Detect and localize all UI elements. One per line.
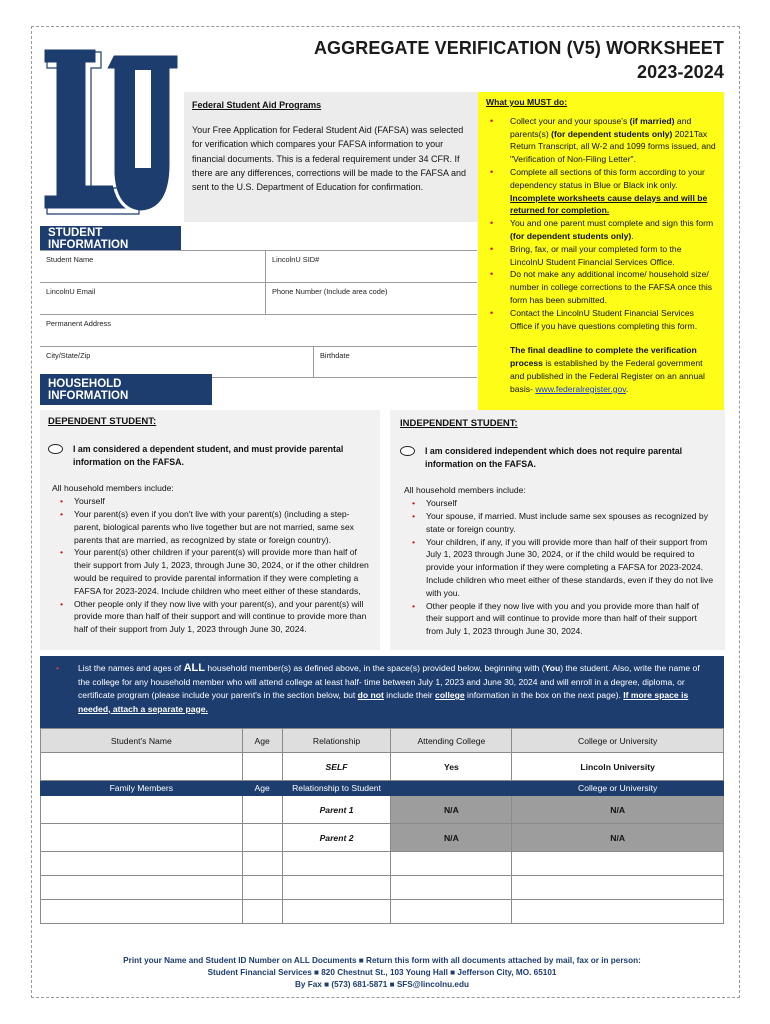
table-header-row-family <box>41 781 724 796</box>
deadline-note: The final deadline to complete the verification process is established by the Federal government and published in the Federal Register on an annual basis- www.federalregister.gov. <box>510 345 705 394</box>
dependent-list-heading: All household members include: <box>52 483 174 494</box>
student-info-header: STUDENT INFORMATION <box>40 226 181 251</box>
name-cell[interactable] <box>41 876 243 900</box>
fsa-body: Your Free Application for Federal Student Aid (FAFSA) was selected for verification which compares your FAFSA information to your financial documents. This is a federal requirement under 34 CFR. If there are any differences, corrections will be made to the FAFSA and sent to the U.S. Department of Education for confirmation. <box>192 125 466 193</box>
col-header: College or University <box>512 729 724 753</box>
list-item: • Other people only if they now live with your parent(s), and your parent(s) will provide more than half of their support and will continue to provide more than half of their support from July 1, 2023 through June 30, 2024. <box>52 598 372 636</box>
attending-cell[interactable] <box>391 876 512 900</box>
attending-cell[interactable] <box>391 852 512 876</box>
requirement-item: • Contact the LincolnU Student Financial Services Office if you have questions completing this form. <box>486 307 716 333</box>
college-cell: N/A <box>512 824 724 852</box>
independent-option[interactable] <box>400 445 715 471</box>
relationship-cell: SELF <box>282 753 391 781</box>
independent-members-list <box>404 497 715 638</box>
fsa-heading: Federal Student Aid Programs <box>192 100 322 110</box>
table-row <box>41 796 724 824</box>
title-year: 2023-2024 <box>637 62 724 82</box>
relationship-cell: Parent 2 <box>282 824 391 852</box>
relationship-cell[interactable] <box>282 900 391 924</box>
footer-line-1: Print your Name and Student ID Number on ALL Documents ■ Return this form with all documents attached by mail, fax or in person: <box>123 956 641 965</box>
household-members-table <box>40 728 724 924</box>
requirement-item: • Collect your and your spouse's (if married) and parents(s) (for dependent students only) 2021Tax Return Transcript, all W-2 and 1099 forms issued, and "Verification of Non-Filing Letter". <box>486 115 716 166</box>
requirements-list <box>486 115 716 333</box>
list-item: • Your parent(s) even if you don't live with your parent(s) (including a step-parent, biological parents who live together but are not married, same sex parents that are married, as recognized by state or foreign country). <box>52 508 372 546</box>
list-item: • Yourself <box>52 495 372 508</box>
table-row <box>41 876 724 900</box>
list-item: • Your parent(s) other children if your parent(s) will provide more than half of their support from July 1, 2023, through June 30, 2024, or if the other children would be required to provide parental information if they were completing a FAFSA for 2023-2024. Include children who meet either of these standards, <box>52 546 372 597</box>
dependent-heading: DEPENDENT STUDENT: <box>48 416 157 427</box>
dependent-student-section <box>40 410 380 650</box>
requirement-item: • Complete all sections of this form according to your dependency status in Blue or Black ink only. Incomplete worksheets cause delays and will be returned for completion. <box>486 166 716 217</box>
table-row <box>41 900 724 924</box>
age-cell[interactable] <box>242 852 282 876</box>
col-header: Age <box>242 781 282 796</box>
info-row <box>40 282 477 314</box>
email-field[interactable]: LincolnU Email <box>46 287 96 296</box>
col-header: Family Members <box>41 781 243 796</box>
student-name-field[interactable]: Student Name <box>46 255 94 264</box>
table-header-row <box>41 729 724 753</box>
federal-register-link[interactable]: www.federalregister.gov <box>535 383 626 394</box>
independent-student-section <box>390 410 725 650</box>
relationship-cell[interactable] <box>282 852 391 876</box>
name-cell[interactable] <box>41 852 243 876</box>
address-field[interactable]: Permanent Address <box>46 319 111 328</box>
age-cell[interactable] <box>242 876 282 900</box>
footer-line-3: By Fax ■ (573) 681-5871 ■ SFS@lincolnu.edu <box>295 980 469 989</box>
info-row <box>40 250 477 282</box>
independent-heading: INDEPENDENT STUDENT: <box>400 418 518 429</box>
attending-cell: Yes <box>391 753 512 781</box>
attending-cell: N/A <box>391 824 512 852</box>
list-item: • Yourself <box>404 497 715 510</box>
college-cell[interactable] <box>512 852 724 876</box>
dependent-members-list <box>52 495 372 636</box>
worksheet-title <box>314 36 724 84</box>
age-cell[interactable] <box>242 900 282 924</box>
requirements-heading: What you MUST do: <box>486 97 568 107</box>
dependent-option-label: I am considered a dependent student, and must provide parental information on the FAFSA. <box>73 443 344 467</box>
attending-cell[interactable] <box>391 900 512 924</box>
college-cell[interactable] <box>512 900 724 924</box>
student-age-cell[interactable] <box>242 753 282 781</box>
birthdate-field[interactable]: Birthdate <box>313 347 477 377</box>
col-header: Relationship to Student <box>282 781 391 796</box>
age-cell[interactable] <box>242 796 282 824</box>
name-cell[interactable] <box>41 900 243 924</box>
col-header: Student's Name <box>41 729 243 753</box>
dependent-radio[interactable] <box>48 444 63 454</box>
sid-field[interactable]: LincolnU SID# <box>265 251 477 282</box>
footer-line-2: Student Financial Services ■ 820 Chestnut St., 103 Young Hall ■ Jefferson City, MO. 65101 <box>207 968 557 977</box>
college-cell[interactable] <box>512 876 724 900</box>
independent-radio[interactable] <box>400 446 415 456</box>
col-header: Attending College <box>391 729 512 753</box>
col-header: College or University <box>512 781 724 796</box>
col-header: Relationship <box>282 729 391 753</box>
college-cell: N/A <box>512 796 724 824</box>
household-info-header: HOUSEHOLD INFORMATION <box>40 374 212 405</box>
fsa-info-box <box>184 92 478 222</box>
name-cell[interactable] <box>41 824 243 852</box>
requirement-item: • Do not make any additional income/ household size/ number in college corrections to the FAFSA once this form has been submitted. <box>486 268 716 306</box>
info-row <box>40 314 477 346</box>
relationship-cell[interactable] <box>282 876 391 900</box>
table-row <box>41 824 724 852</box>
household-instructions: • List the names and ages of ALL household member(s) as defined above, in the space(s) provided below, beginning with (You) the student. Also, write the name of the college for any household member who will attend college at least half- time between July 1, 2023 and June 30, 2024 and will enroll in a degree, diploma, or certificate program (please include your parent's in the section below, but do not include their college information in the box on the next page). If more space is needed, attach a separate page. <box>40 656 724 728</box>
requirements-box <box>478 92 724 410</box>
table-row <box>41 852 724 876</box>
list-item: • Your spouse, if married. Must include same sex spouses as recognized by state or foreign country. <box>404 510 715 536</box>
student-name-cell[interactable] <box>41 753 243 781</box>
name-cell[interactable] <box>41 796 243 824</box>
independent-option-label: I am considered independent which does not require parental information on the FAFSA. <box>425 445 683 469</box>
col-header <box>391 781 512 796</box>
attending-cell: N/A <box>391 796 512 824</box>
age-cell[interactable] <box>242 824 282 852</box>
requirement-item: • Bring, fax, or mail your completed form to the LincolnU Student Financial Services Office. <box>486 243 716 269</box>
list-item: • Your children, if any, if you will provide more than half of their support from July 1, 2023 through June 30, 2024, or if the child would be required to provide your information if they were completing a FAFSA for 2023-2024. Include children who meet either of these standards, even if they do not live with you. <box>404 536 715 600</box>
phone-field[interactable]: Phone Number (Include area code) <box>265 283 477 314</box>
requirement-item: • You and one parent must complete and sign this form (for dependent students only). <box>486 217 716 243</box>
dependent-option[interactable] <box>48 443 372 469</box>
city-state-zip-field[interactable]: City/State/Zip <box>46 351 91 360</box>
footer <box>40 955 724 991</box>
lincoln-university-logo <box>35 34 185 224</box>
col-header: Age <box>242 729 282 753</box>
table-row-self <box>41 753 724 781</box>
college-cell: Lincoln University <box>512 753 724 781</box>
independent-list-heading: All household members include: <box>404 485 526 496</box>
relationship-cell: Parent 1 <box>282 796 391 824</box>
student-info-grid <box>40 250 477 378</box>
title-line-1: AGGREGATE VERIFICATION (V5) WORKSHEET <box>313 38 724 58</box>
list-item: • Other people if they now live with you and you provide more than half of their support and will continue to provide more than half of their support from July 1, 2023 through June 30, 2024. <box>404 600 715 638</box>
